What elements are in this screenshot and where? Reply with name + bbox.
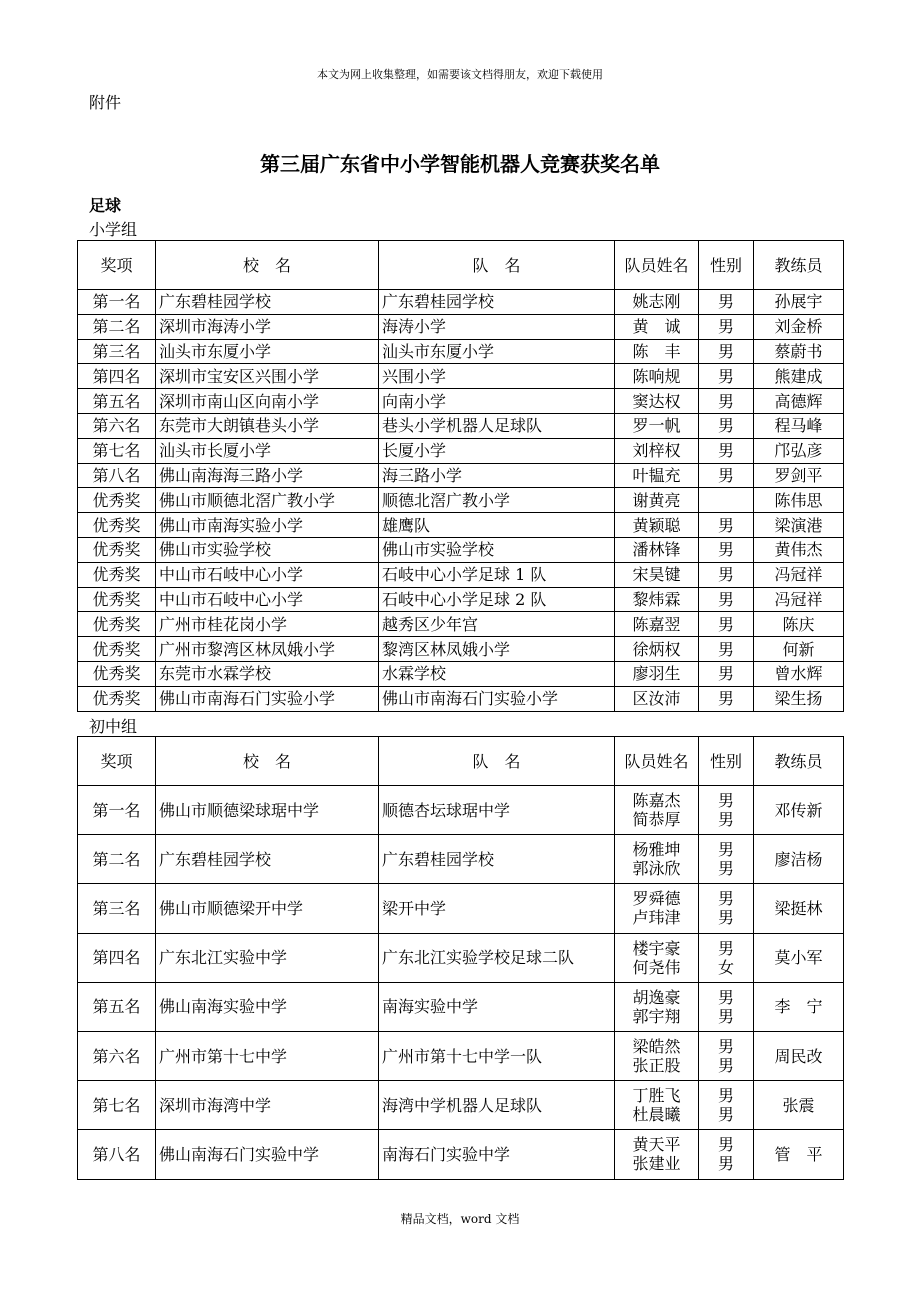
member-gender: 男 [717, 1006, 734, 1026]
award-cell: 第一名 [78, 290, 156, 315]
member-cell [615, 1130, 699, 1179]
award-cell: 第八名 [78, 463, 156, 488]
member-cell: 窦达权 [615, 389, 699, 414]
award-cell: 第二名 [78, 835, 156, 884]
coach-cell: 李 宁 [754, 982, 844, 1031]
table-header-row [78, 737, 844, 786]
coach-cell: 刘金桥 [754, 314, 844, 339]
award-cell: 第六名 [78, 1031, 156, 1080]
header-note: 本文为网上收集整理，如需要该文档得朋友，欢迎下载使用 [317, 68, 603, 81]
member-gender: 男 [717, 987, 734, 1007]
team-cell: 南海石门实验中学 [379, 1130, 615, 1179]
member-gender: 男 [717, 810, 734, 830]
table-row [78, 413, 844, 438]
school-cell: 佛山南海实验中学 [156, 982, 379, 1031]
member-name: 梁皓然 [632, 1037, 681, 1057]
table-row [78, 786, 844, 835]
table-row [78, 290, 844, 315]
table-row [78, 537, 844, 562]
member-name: 黄天平 [632, 1135, 681, 1155]
header-award: 奖项 [78, 737, 156, 786]
school-cell: 广东碧桂园学校 [156, 290, 379, 315]
table-row [78, 513, 844, 538]
team-cell: 雄鹰队 [379, 513, 615, 538]
award-cell: 优秀奖 [78, 686, 156, 711]
member-name: 杨雅坤 [632, 840, 681, 860]
gender-cell [699, 933, 754, 982]
member-name: 胡逸豪 [632, 987, 681, 1007]
member-name: 罗舜德 [632, 889, 681, 909]
junior-award-table [77, 736, 844, 1180]
gender-cell: 男 [699, 637, 754, 662]
coach-cell: 蔡蔚书 [754, 339, 844, 364]
school-cell: 中山市石岐中心小学 [156, 587, 379, 612]
table-row [78, 637, 844, 662]
table-row [78, 835, 844, 884]
member-cell: 陈响规 [615, 364, 699, 389]
coach-cell: 曾水辉 [754, 661, 844, 686]
gender-cell: 男 [699, 364, 754, 389]
member-gender: 男 [717, 1056, 734, 1076]
member-name: 张建业 [632, 1154, 681, 1174]
award-cell: 优秀奖 [78, 562, 156, 587]
team-cell: 水霖学校 [379, 661, 615, 686]
table-row [78, 686, 844, 711]
member-cell: 廖羽生 [615, 661, 699, 686]
member-name: 卢玮津 [632, 908, 681, 928]
award-cell: 第四名 [78, 933, 156, 982]
table-row [78, 562, 844, 587]
school-cell: 汕头市长厦小学 [156, 438, 379, 463]
member-gender: 男 [717, 889, 734, 909]
table-row [78, 587, 844, 612]
team-cell: 广东碧桂园学校 [379, 835, 615, 884]
member-gender: 男 [717, 791, 734, 811]
coach-cell: 程马峰 [754, 413, 844, 438]
member-name: 郭宇翔 [632, 1006, 681, 1026]
header-team: 队 名 [379, 241, 615, 290]
coach-cell: 陈伟思 [754, 488, 844, 513]
member-cell: 姚志刚 [615, 290, 699, 315]
award-cell: 优秀奖 [78, 637, 156, 662]
school-cell: 广州市黎湾区林凤娥小学 [156, 637, 379, 662]
gender-cell: 男 [699, 513, 754, 538]
table-row [78, 884, 844, 933]
footer-note: 精品文档，word 文档 [400, 1212, 520, 1226]
coach-cell: 冯冠祥 [754, 562, 844, 587]
school-cell: 佛山南海海三路小学 [156, 463, 379, 488]
member-cell: 黄 诚 [615, 314, 699, 339]
coach-cell: 张震 [754, 1081, 844, 1130]
gender-cell: 男 [699, 661, 754, 686]
gender-cell: 男 [699, 389, 754, 414]
table-row [78, 1081, 844, 1130]
member-name: 郭泳欣 [632, 859, 681, 879]
member-cell: 陈 丰 [615, 339, 699, 364]
team-cell: 石岐中心小学足球 2 队 [379, 587, 615, 612]
gender-cell [699, 1130, 754, 1179]
table-row [78, 463, 844, 488]
gender-cell: 男 [699, 438, 754, 463]
member-gender: 男 [717, 908, 734, 928]
member-cell [615, 884, 699, 933]
school-cell: 广州市桂花岗小学 [156, 612, 379, 637]
member-cell: 谢黄亮 [615, 488, 699, 513]
header-gender: 性别 [699, 737, 754, 786]
award-cell: 第七名 [78, 1081, 156, 1130]
header-coach: 教练员 [754, 241, 844, 290]
team-cell: 广东北江实验学校足球二队 [379, 933, 615, 982]
school-cell: 佛山市实验学校 [156, 537, 379, 562]
team-cell: 海湾中学机器人足球队 [379, 1081, 615, 1130]
member-gender: 男 [717, 1135, 734, 1155]
gender-cell: 男 [699, 339, 754, 364]
school-cell: 佛山市顺德梁开中学 [156, 884, 379, 933]
table-row [78, 364, 844, 389]
coach-cell: 莫小军 [754, 933, 844, 982]
table-row [78, 389, 844, 414]
award-cell: 第一名 [78, 786, 156, 835]
gender-cell [699, 488, 754, 513]
table-row [78, 339, 844, 364]
school-cell: 佛山市顺德梁球琚中学 [156, 786, 379, 835]
member-cell: 潘林锋 [615, 537, 699, 562]
team-cell: 巷头小学机器人足球队 [379, 413, 615, 438]
member-cell [615, 933, 699, 982]
coach-cell: 周民改 [754, 1031, 844, 1080]
section-heading: 足球 [89, 196, 122, 215]
member-name: 杜晨曦 [632, 1105, 681, 1125]
gender-cell: 男 [699, 537, 754, 562]
header-gender: 性别 [699, 241, 754, 290]
team-cell: 广州市第十七中学一队 [379, 1031, 615, 1080]
team-cell: 顺德杏坛球琚中学 [379, 786, 615, 835]
team-cell: 佛山市南海石门实验小学 [379, 686, 615, 711]
junior-group-label: 初中组 [89, 717, 138, 736]
member-cell: 黄颖聪 [615, 513, 699, 538]
coach-cell: 罗剑平 [754, 463, 844, 488]
table-row [78, 933, 844, 982]
team-cell: 向南小学 [379, 389, 615, 414]
table-row [78, 982, 844, 1031]
member-cell: 罗一帆 [615, 413, 699, 438]
school-cell: 东莞市水霖学校 [156, 661, 379, 686]
coach-cell: 黄伟杰 [754, 537, 844, 562]
member-name: 丁胜飞 [632, 1086, 681, 1106]
gender-cell [699, 1081, 754, 1130]
table-row [78, 661, 844, 686]
table-row [78, 1031, 844, 1080]
gender-cell [699, 982, 754, 1031]
header-member: 队员姓名 [615, 737, 699, 786]
team-cell: 海涛小学 [379, 314, 615, 339]
member-gender: 男 [717, 1086, 734, 1106]
coach-cell: 孙展宇 [754, 290, 844, 315]
member-cell: 叶韫充 [615, 463, 699, 488]
award-cell: 优秀奖 [78, 488, 156, 513]
school-cell: 广州市第十七中学 [156, 1031, 379, 1080]
page-title: 第三届广东省中小学智能机器人竞赛获奖名单 [260, 152, 660, 176]
member-gender: 男 [717, 1154, 734, 1174]
team-cell: 海三路小学 [379, 463, 615, 488]
member-cell: 陈嘉翌 [615, 612, 699, 637]
school-cell: 深圳市海涛小学 [156, 314, 379, 339]
school-cell: 佛山市南海实验小学 [156, 513, 379, 538]
team-cell: 佛山市实验学校 [379, 537, 615, 562]
award-cell: 第五名 [78, 389, 156, 414]
member-cell [615, 1031, 699, 1080]
header-school: 校 名 [156, 241, 379, 290]
team-cell: 石岐中心小学足球 1 队 [379, 562, 615, 587]
header-award: 奖项 [78, 241, 156, 290]
member-cell: 区汝沛 [615, 686, 699, 711]
team-cell: 顺德北滘广教小学 [379, 488, 615, 513]
team-cell: 梁开中学 [379, 884, 615, 933]
member-gender: 男 [717, 840, 734, 860]
table-row [78, 314, 844, 339]
member-gender: 男 [717, 1105, 734, 1125]
header-member: 队员姓名 [615, 241, 699, 290]
team-cell: 汕头市东厦小学 [379, 339, 615, 364]
coach-cell: 邝弘彦 [754, 438, 844, 463]
team-cell: 广东碧桂园学校 [379, 290, 615, 315]
school-cell: 深圳市海湾中学 [156, 1081, 379, 1130]
member-cell [615, 786, 699, 835]
member-name: 何尧伟 [632, 957, 681, 977]
table-row [78, 438, 844, 463]
gender-cell: 男 [699, 587, 754, 612]
member-cell: 宋昊键 [615, 562, 699, 587]
team-cell: 越秀区少年宫 [379, 612, 615, 637]
member-cell: 刘梓权 [615, 438, 699, 463]
award-cell: 第七名 [78, 438, 156, 463]
gender-cell: 男 [699, 463, 754, 488]
award-cell: 优秀奖 [78, 661, 156, 686]
award-cell: 优秀奖 [78, 513, 156, 538]
member-name: 陈嘉杰 [632, 791, 681, 811]
school-cell: 东莞市大朗镇巷头小学 [156, 413, 379, 438]
gender-cell [699, 835, 754, 884]
school-cell: 深圳市南山区向南小学 [156, 389, 379, 414]
member-gender: 男 [717, 1037, 734, 1057]
award-cell: 第六名 [78, 413, 156, 438]
team-cell: 黎湾区林凤娥小学 [379, 637, 615, 662]
team-cell: 兴围小学 [379, 364, 615, 389]
member-gender: 男 [717, 938, 734, 958]
member-gender: 男 [717, 859, 734, 879]
member-cell: 黎炜霖 [615, 587, 699, 612]
coach-cell: 梁挺林 [754, 884, 844, 933]
team-cell: 长厦小学 [379, 438, 615, 463]
award-cell: 第八名 [78, 1130, 156, 1179]
gender-cell [699, 786, 754, 835]
member-cell: 徐炳权 [615, 637, 699, 662]
school-cell: 佛山市顺德北滘广教小学 [156, 488, 379, 513]
school-cell: 广东北江实验中学 [156, 933, 379, 982]
gender-cell: 男 [699, 413, 754, 438]
attachment-label: 附件 [89, 93, 122, 112]
primary-group-label: 小学组 [89, 220, 138, 239]
award-cell: 优秀奖 [78, 612, 156, 637]
coach-cell: 冯冠祥 [754, 587, 844, 612]
coach-cell: 邓传新 [754, 786, 844, 835]
award-cell: 优秀奖 [78, 537, 156, 562]
header-team: 队 名 [379, 737, 615, 786]
table-row [78, 1130, 844, 1179]
table-row [78, 488, 844, 513]
school-cell: 佛山南海石门实验中学 [156, 1130, 379, 1179]
primary-award-table [77, 240, 844, 712]
coach-cell: 高德辉 [754, 389, 844, 414]
member-cell [615, 982, 699, 1031]
gender-cell [699, 1031, 754, 1080]
gender-cell: 男 [699, 686, 754, 711]
award-cell: 第三名 [78, 884, 156, 933]
coach-cell: 梁演港 [754, 513, 844, 538]
school-cell: 中山市石岐中心小学 [156, 562, 379, 587]
award-cell: 第五名 [78, 982, 156, 1031]
coach-cell: 何新 [754, 637, 844, 662]
gender-cell: 男 [699, 612, 754, 637]
school-cell: 汕头市东厦小学 [156, 339, 379, 364]
coach-cell: 陈庆 [754, 612, 844, 637]
header-school: 校 名 [156, 737, 379, 786]
member-name: 简恭厚 [632, 810, 681, 830]
gender-cell [699, 884, 754, 933]
coach-cell: 熊建成 [754, 364, 844, 389]
table-row [78, 612, 844, 637]
school-cell: 广东碧桂园学校 [156, 835, 379, 884]
header-coach: 教练员 [754, 737, 844, 786]
team-cell: 南海实验中学 [379, 982, 615, 1031]
school-cell: 佛山市南海石门实验小学 [156, 686, 379, 711]
member-cell [615, 835, 699, 884]
school-cell: 深圳市宝安区兴围小学 [156, 364, 379, 389]
award-cell: 第二名 [78, 314, 156, 339]
coach-cell: 廖洁杨 [754, 835, 844, 884]
award-cell: 优秀奖 [78, 587, 156, 612]
table-header-row [78, 241, 844, 290]
member-cell [615, 1081, 699, 1130]
gender-cell: 男 [699, 290, 754, 315]
award-cell: 第四名 [78, 364, 156, 389]
gender-cell: 男 [699, 562, 754, 587]
coach-cell: 管 平 [754, 1130, 844, 1179]
coach-cell: 梁生扬 [754, 686, 844, 711]
member-name: 楼宇豪 [632, 938, 681, 958]
gender-cell: 男 [699, 314, 754, 339]
member-name: 张正股 [632, 1056, 681, 1076]
award-cell: 第三名 [78, 339, 156, 364]
member-gender: 女 [717, 957, 734, 977]
